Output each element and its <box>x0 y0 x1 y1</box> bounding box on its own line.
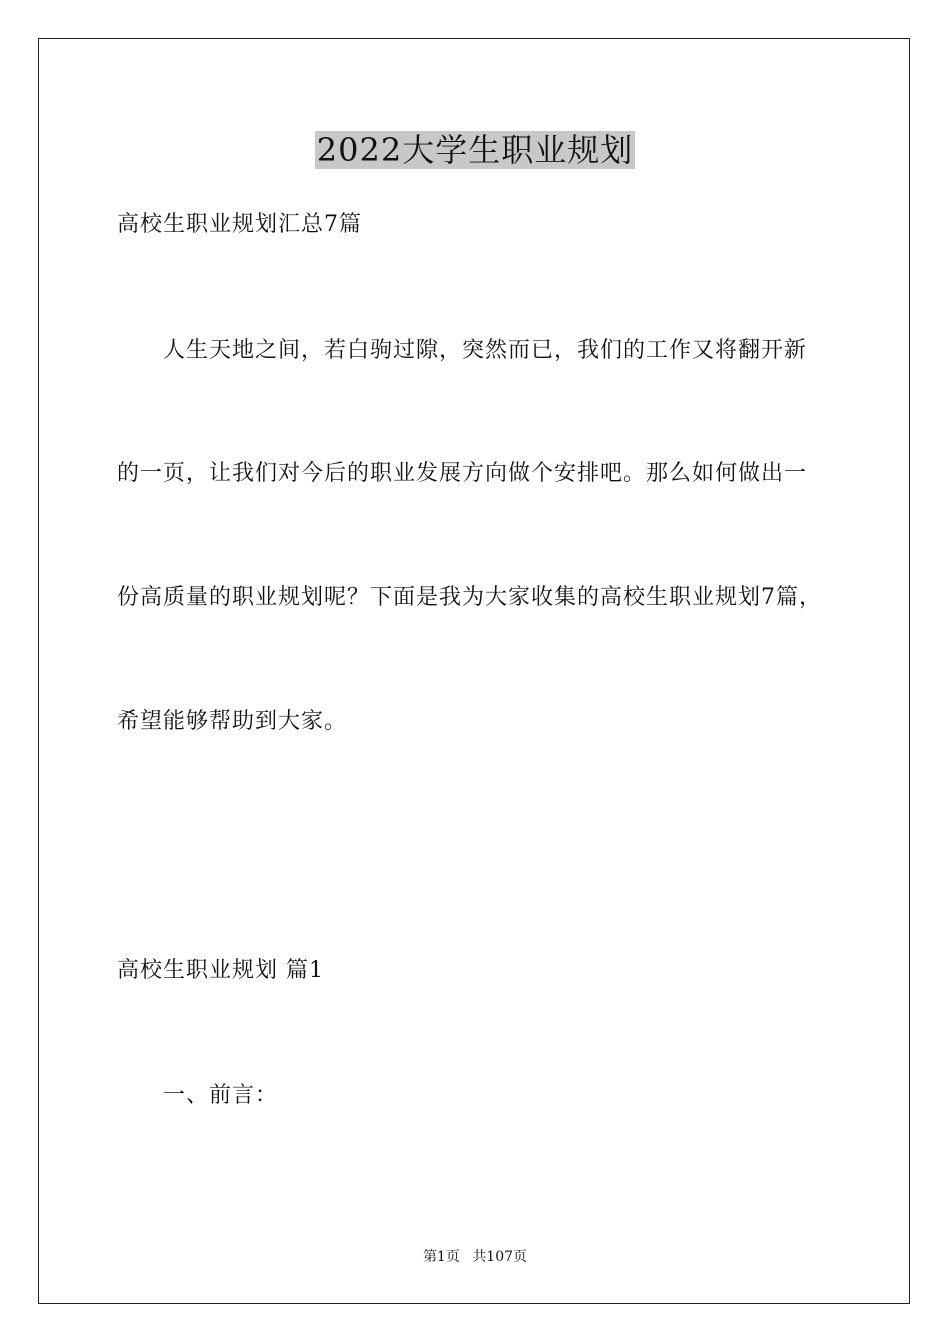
document-title <box>0 126 950 174</box>
section-heading: 高校生职业规划 篇1 <box>117 958 324 983</box>
document-title-text: 2022大学生职业规划 <box>316 131 634 169</box>
paragraph-line-2: 的一页，让我们对今后的职业发展方向做个安排吧。那么如何做出一 <box>117 461 808 486</box>
total-pages: 共107页 <box>472 1249 528 1265</box>
page-footer <box>0 1247 950 1267</box>
paragraph-line-1: 人生天地之间，若白驹过隙，突然而已，我们的工作又将翻开新 <box>163 338 808 363</box>
paragraph-line-3: 份高质量的职业规划呢？下面是我为大家收集的高校生职业规划7篇， <box>117 585 822 610</box>
paragraph-line-4: 希望能够帮助到大家。 <box>117 709 348 734</box>
subsection-heading: 一、前言： <box>163 1083 279 1108</box>
document-subtitle: 高校生职业规划汇总7篇 <box>117 212 362 237</box>
page-number: 第1页 <box>422 1249 460 1265</box>
